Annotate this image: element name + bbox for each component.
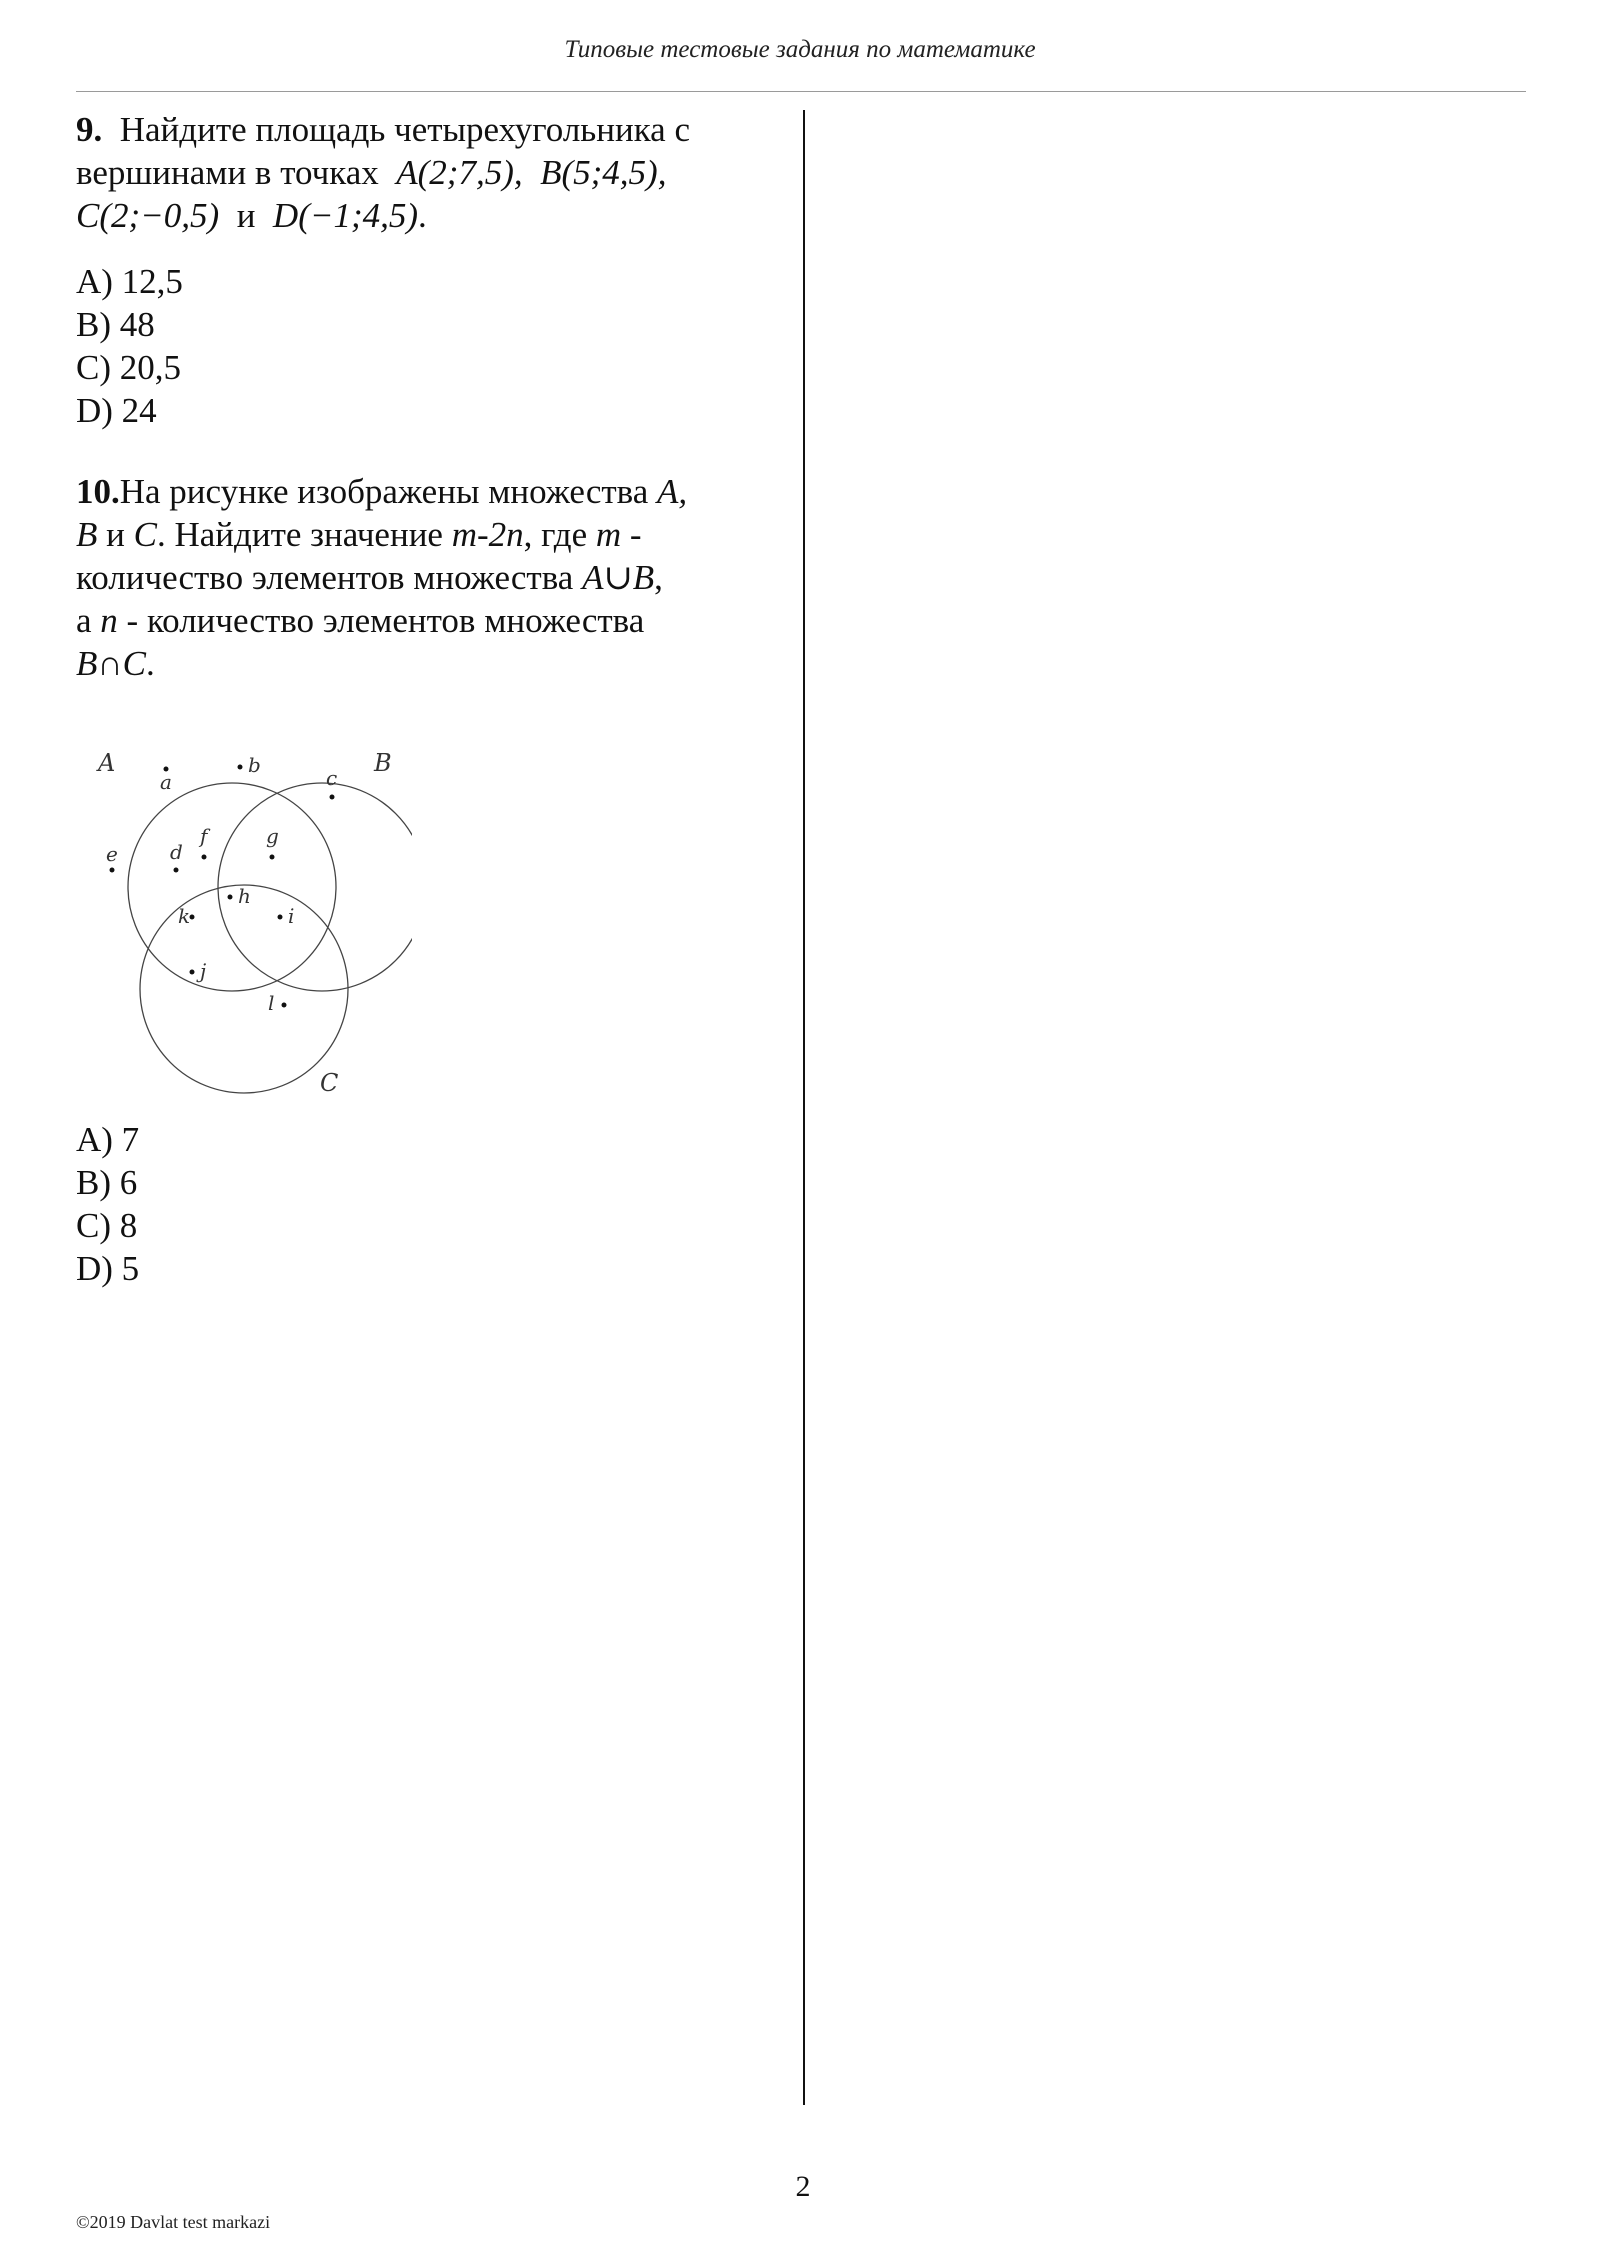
element-d-dot xyxy=(174,868,179,873)
left-column xyxy=(76,108,776,1290)
element-d-label: d xyxy=(170,840,183,864)
venn-label-c: C xyxy=(320,1069,339,1097)
element-g-label: g xyxy=(266,824,279,848)
answer-option[interactable]: B) 48 xyxy=(76,305,155,344)
question-9-end: . xyxy=(418,196,427,235)
element-e-label: e xyxy=(106,842,118,866)
page-number: 2 xyxy=(795,2170,811,2203)
question-9-line1: Найдите площадь четырехугольника с xyxy=(119,110,691,149)
answer-option[interactable]: A) 12,5 xyxy=(76,262,183,301)
intersection-b-c: B∩C xyxy=(76,644,146,683)
point-d: D(−1;4,5) xyxy=(272,196,419,235)
element-f-dot xyxy=(202,855,207,860)
header-rule xyxy=(76,91,1526,92)
element-f-label: f xyxy=(200,824,208,848)
question-10-line1: На рисунке изображены множества xyxy=(119,472,658,511)
text-fragment: , где xyxy=(523,515,596,554)
point-a: A(2;7,5), xyxy=(396,153,523,192)
venn-label-a: A xyxy=(98,749,116,777)
text-fragment: . xyxy=(146,644,155,683)
set-c-ref: C xyxy=(133,515,157,554)
element-l-dot xyxy=(282,1003,287,1008)
question-10-line4: - количество элементов множества xyxy=(117,601,645,640)
element-j-label: j xyxy=(200,959,207,983)
element-c-label: c xyxy=(326,766,338,790)
union-a-b: A∪B xyxy=(582,558,655,597)
venn-label-b: B xyxy=(374,749,392,777)
answer-option[interactable]: C) 8 xyxy=(76,1206,138,1245)
element-h-label: h xyxy=(238,884,251,908)
element-k-dot xyxy=(190,915,195,920)
question-9-line2: вершинами в точках xyxy=(76,153,379,192)
element-h-dot xyxy=(228,895,233,900)
answer-option[interactable]: C) 20,5 xyxy=(76,348,181,387)
question-9-number: 9. xyxy=(76,110,103,149)
question-9-text xyxy=(76,108,776,237)
question-9-answers xyxy=(76,260,776,432)
question-10-number: 10. xyxy=(76,472,120,511)
element-i-label: i xyxy=(288,904,295,928)
set-a-ref: A, xyxy=(657,472,688,511)
element-k-label: k xyxy=(178,904,191,928)
text-fragment: , xyxy=(654,558,663,597)
column-divider xyxy=(803,110,805,2105)
element-l-label: l xyxy=(268,991,275,1015)
venn-circle-c xyxy=(140,885,348,1093)
point-b: B(5;4,5), xyxy=(540,153,667,192)
answer-option[interactable]: D) 24 xyxy=(76,391,157,430)
venn-circle-a xyxy=(128,783,336,991)
running-header: Типовые тестовые задания по математике xyxy=(564,36,1036,63)
variable-m: m xyxy=(595,515,622,554)
text-fragment: . Найдите значение xyxy=(156,515,452,554)
point-c: C(2;−0,5) xyxy=(76,196,220,235)
footer-copyright: ©2019 Davlat test markazi xyxy=(76,2212,271,2232)
question-10 xyxy=(76,470,776,1290)
element-b-dot xyxy=(238,765,243,770)
element-i-dot xyxy=(278,915,283,920)
element-g-dot xyxy=(270,855,275,860)
element-e-dot xyxy=(110,868,115,873)
question-9 xyxy=(76,108,776,432)
expression-m-2n: m-2n xyxy=(451,515,524,554)
answer-option[interactable]: A) 7 xyxy=(76,1120,140,1159)
question-10-text xyxy=(76,470,776,685)
answer-option[interactable]: D) 5 xyxy=(76,1249,140,1288)
question-10-answers xyxy=(76,1118,776,1290)
venn-diagram xyxy=(82,727,412,1102)
element-j-dot xyxy=(190,970,195,975)
set-b-ref: B xyxy=(76,515,98,554)
element-a-label: a xyxy=(160,770,172,794)
element-b-label: b xyxy=(248,753,261,777)
element-c-dot xyxy=(330,795,335,800)
text-fragment: - xyxy=(621,515,642,554)
answer-option[interactable]: B) 6 xyxy=(76,1163,138,1202)
text-fragment: и xyxy=(97,515,134,554)
question-10-line3: количество элементов множества xyxy=(76,558,583,597)
conjunction-and: и xyxy=(236,196,256,235)
variable-n: n xyxy=(100,601,118,640)
text-fragment: а xyxy=(76,601,101,640)
